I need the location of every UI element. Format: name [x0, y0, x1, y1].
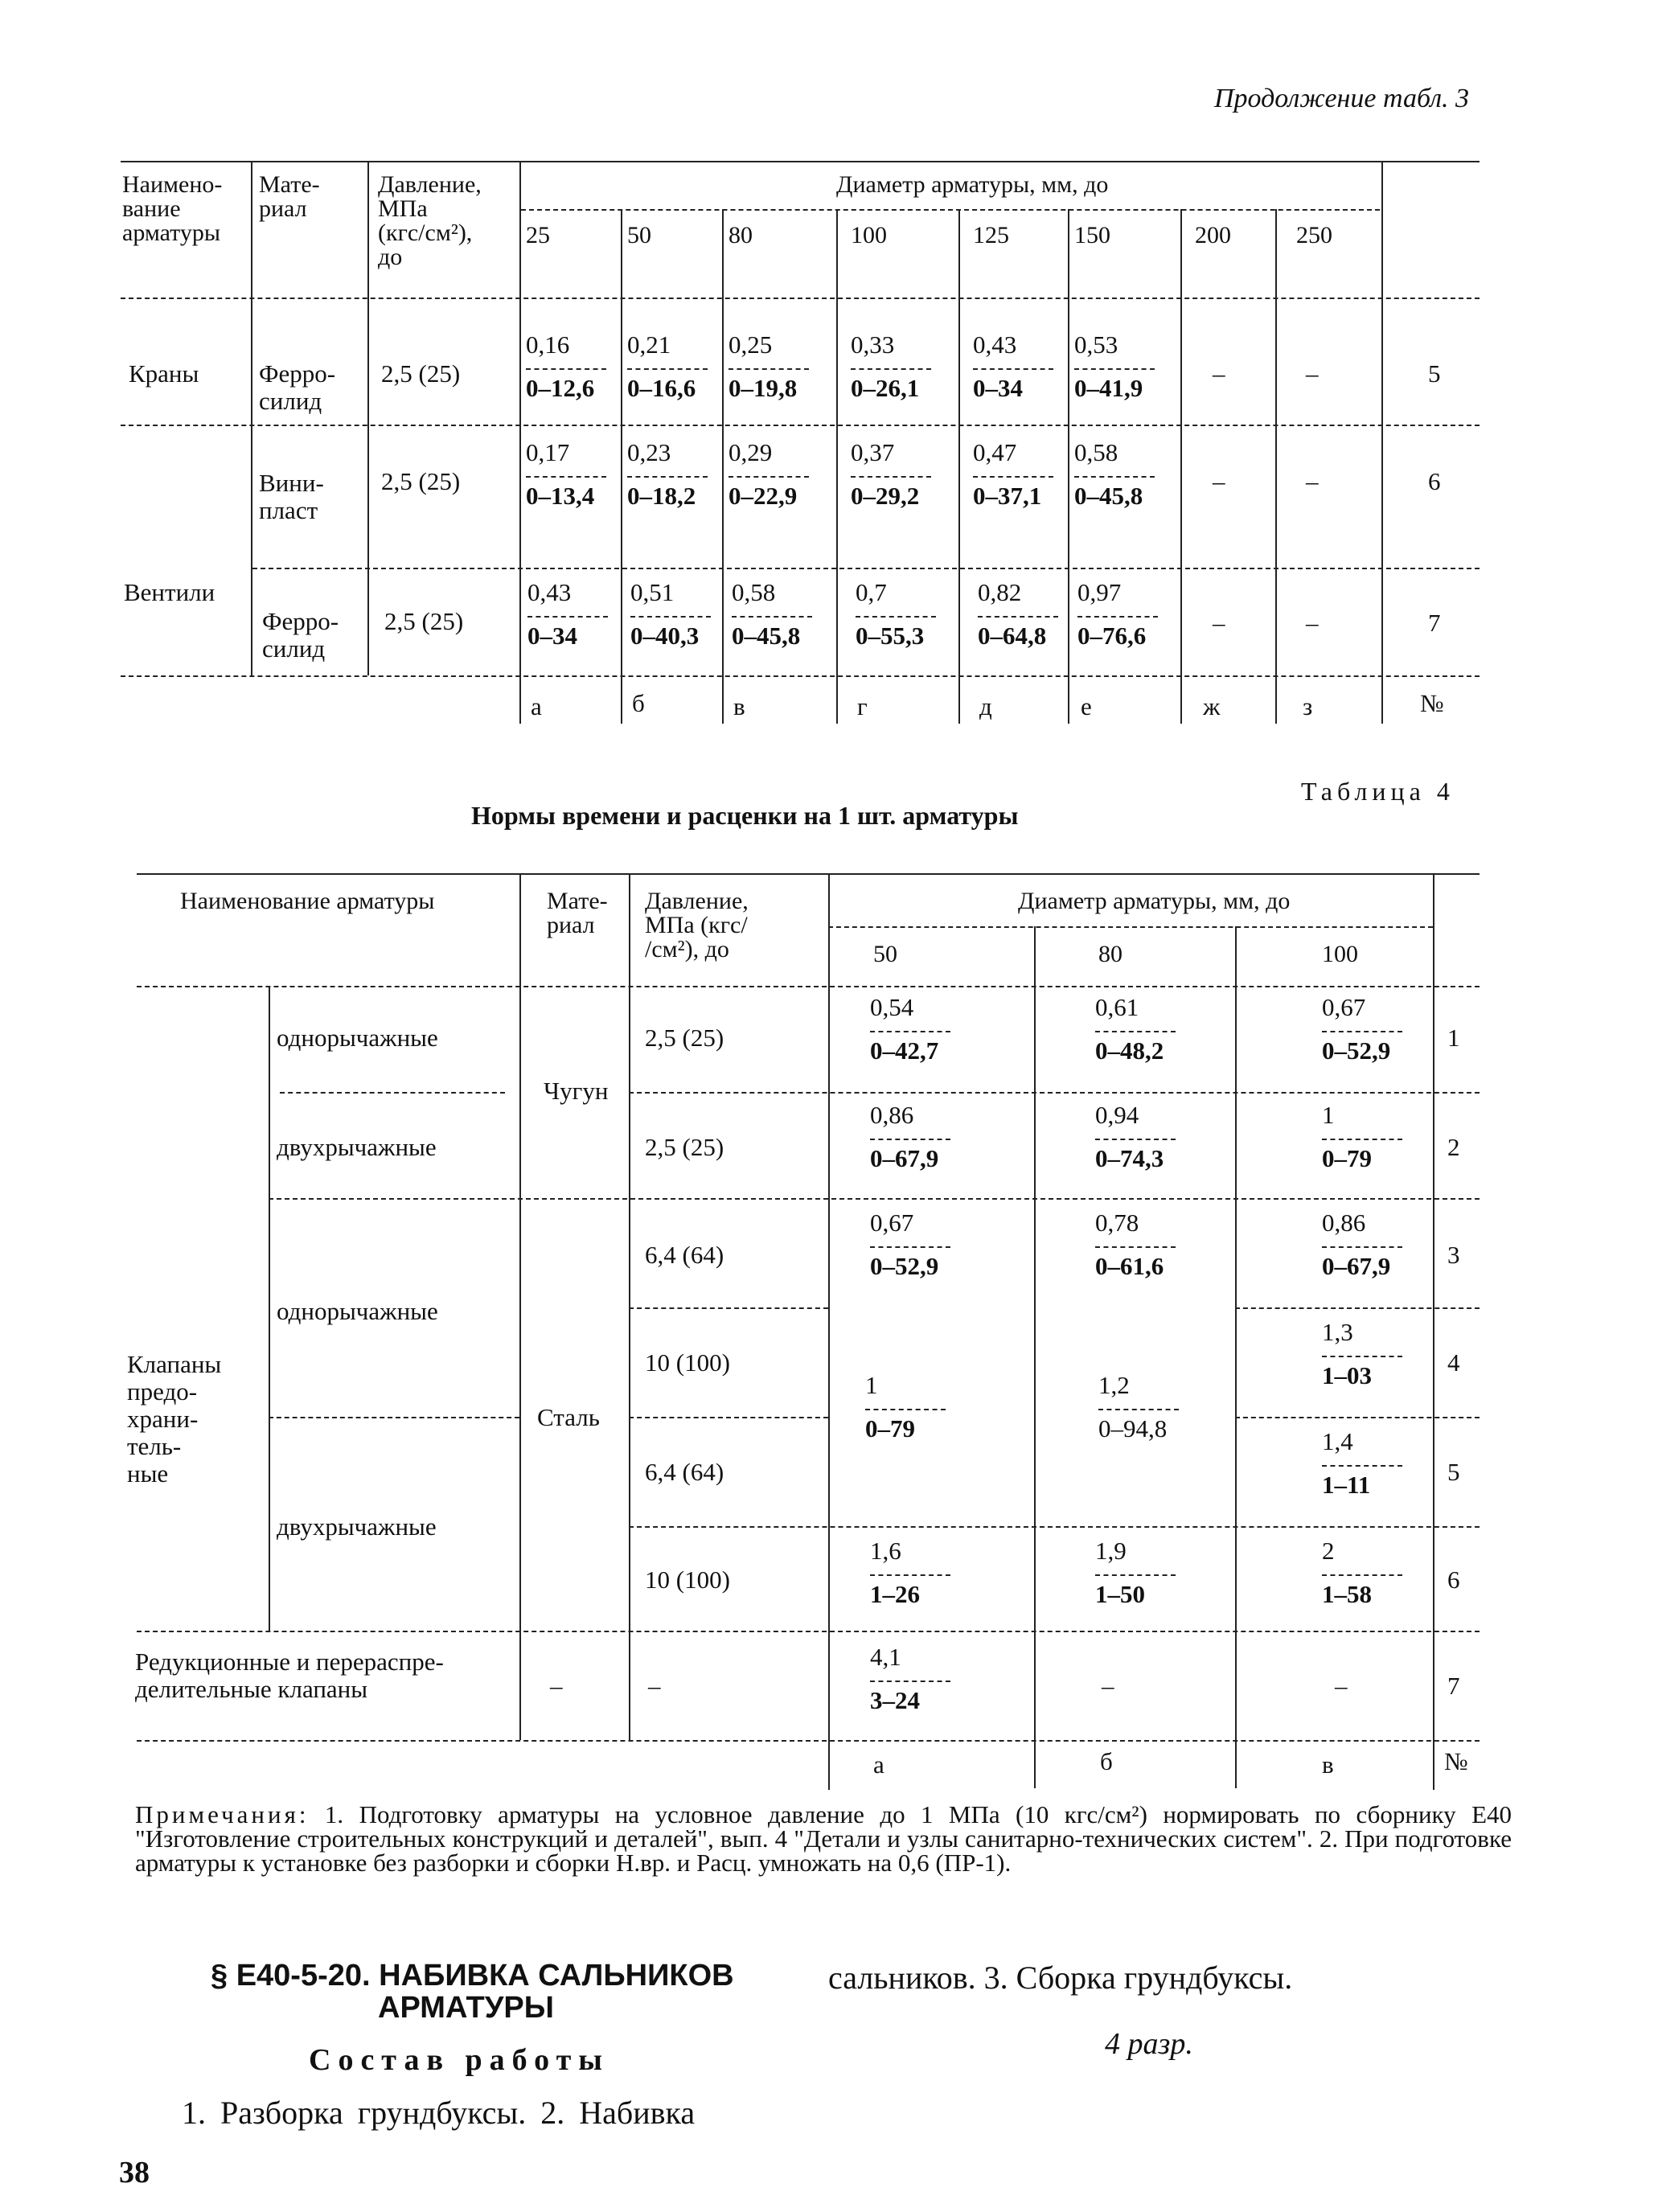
t4-group-name: Клапаны предо- храни- тель- ные [127, 1350, 222, 1488]
t4-r1-v100: 0,67 0–52,9 [1322, 994, 1402, 1065]
t4-r6-v100: 2 1–58 [1322, 1537, 1402, 1608]
t4-num-3: 3 [1447, 1241, 1460, 1269]
t4-material-steel: Сталь [537, 1403, 600, 1431]
t4-r1-v80: 0,61 0–48,2 [1095, 994, 1176, 1065]
t3-row6-material: Вини- пласт [259, 469, 324, 524]
t3-r7-v2: 0,58 0–45,8 [732, 579, 812, 650]
notes [135, 1800, 1512, 1877]
t3-r7-v1: 0,51 0–40,3 [630, 579, 711, 650]
t3-letter-e: е [1081, 692, 1092, 720]
t3-r5-v4: 0,43 0–34 [973, 331, 1053, 402]
t3-header-material: Мате- риал [259, 171, 320, 222]
t3-r5-v0: 0,16 0–12,6 [526, 331, 606, 402]
t3-letter-zh: ж [1203, 692, 1221, 720]
t4-r7-dash100: – [1335, 1672, 1348, 1700]
notes-label: Примечания: [135, 1800, 310, 1828]
t4-diam-50: 50 [873, 941, 897, 967]
t3-r5-v3: 0,33 0–26,1 [851, 331, 931, 402]
t3-row6-pressure: 2,5 (25) [381, 467, 461, 495]
t4-r6-v50: 1,6 1–26 [870, 1537, 950, 1608]
t3-r6-v5: 0,58 0–45,8 [1074, 439, 1155, 510]
t3-r6-v4: 0,47 0–37,1 [973, 439, 1053, 510]
t4-header-diameter: Диаметр арматуры, мм, до [1018, 888, 1291, 914]
t3-letter-b: б [632, 689, 645, 717]
t4-r3-v80: 0,78 0–61,6 [1095, 1209, 1176, 1280]
t3-letter-a: а [531, 692, 542, 720]
t4-diam-100: 100 [1322, 941, 1358, 967]
t4-diam-80: 80 [1098, 941, 1123, 967]
table4-title: Нормы времени и расценки на 1 шт. арматуры [471, 801, 1019, 830]
t3-r5-num: 5 [1428, 359, 1441, 388]
t4-num-4: 4 [1447, 1348, 1460, 1377]
t3-letter-z: з [1303, 692, 1313, 720]
t4-row7-pressure: – [648, 1672, 661, 1700]
t3-r6-dash250: – [1306, 467, 1319, 495]
t3-diam-125: 125 [973, 222, 1009, 248]
section-work-right: сальников. 3. Сборка грундбуксы. [828, 1960, 1293, 1996]
t4-r4-v50: 1 0–79 [865, 1372, 946, 1443]
t3-header-pressure: Давление, МПа (кгс/см²), до [378, 171, 482, 270]
t3-r7-v5: 0,97 0–76,6 [1077, 579, 1158, 650]
section-title-line1: § Е40-5-20. НАБИВКА САЛЬНИКОВ [211, 1959, 734, 1992]
t4-letter-b: б [1100, 1747, 1113, 1775]
t3-row7-name: Вентили [124, 578, 215, 606]
t4-letter-no: № [1444, 1747, 1468, 1775]
t3-letter-d: д [979, 692, 992, 720]
t4-r2-v100: 1 0–79 [1322, 1102, 1402, 1172]
notes-text: 1. Подготовку арматуры на условное давление до 1 МПа (10 кгс/см²) нормировать по сборнику Е40 "Изготовление строительных конструкций и деталей", вып. 4 "Детали и узлы санитарно-технических систем". 2. При подготовке арматуры к установке без разборки и сборки Н.вр. и Расц. умножать на 0,6 (ПР-1). [135, 1800, 1512, 1877]
t3-r5-dash200: – [1213, 359, 1225, 388]
t3-r6-v0: 0,17 0–13,4 [526, 439, 606, 510]
t3-r6-v2: 0,29 0–22,9 [728, 439, 809, 510]
table4-label: Таблица 4 [1301, 777, 1455, 806]
t4-r7-v50: 4,1 3–24 [870, 1644, 950, 1714]
page-number: 38 [119, 2156, 150, 2189]
t4-pressure-1: 2,5 (25) [645, 1024, 724, 1052]
t4-r3-v100: 0,86 0–67,9 [1322, 1209, 1402, 1280]
t3-diam-250: 250 [1296, 222, 1332, 248]
t4-sub-3: однорычажные [277, 1297, 438, 1325]
t4-r4-v80: 1,2 0–94,8 [1098, 1372, 1179, 1443]
t3-r7-dash200: – [1213, 609, 1225, 637]
t3-row5-name: Краны [129, 359, 199, 388]
t3-row7-pressure: 2,5 (25) [384, 607, 464, 635]
t4-sub-4: двухрычажные [277, 1512, 437, 1541]
t4-r7-dash80: – [1102, 1672, 1114, 1700]
t4-header-name: Наименование арматуры [180, 888, 435, 914]
page-header: Продолжение табл. 3 [1214, 84, 1470, 113]
t4-num-2: 2 [1447, 1133, 1460, 1161]
t4-letter-v: в [1322, 1750, 1334, 1779]
t4-r3-v50: 0,67 0–52,9 [870, 1209, 950, 1280]
t4-r5-v100: 1,4 1–11 [1322, 1428, 1402, 1499]
t3-diam-150: 150 [1074, 222, 1110, 248]
t4-pressure-2: 2,5 (25) [645, 1133, 724, 1161]
t4-r1-v50: 0,54 0–42,7 [870, 994, 950, 1065]
t4-row7-material: – [550, 1672, 563, 1700]
t3-diam-25: 25 [526, 222, 550, 248]
t4-pressure-6: 10 (100) [645, 1566, 730, 1594]
t3-r5-v5: 0,53 0–41,9 [1074, 331, 1155, 402]
t4-r4-v100: 1,3 1–03 [1322, 1319, 1402, 1389]
t4-num-7: 7 [1447, 1672, 1460, 1700]
t3-header-name: Наимено- вание арматуры [122, 171, 223, 246]
t3-r7-dash250: – [1306, 609, 1319, 637]
t4-sub-2: двухрычажные [277, 1133, 437, 1161]
t3-r7-v0: 0,43 0–34 [527, 579, 608, 650]
t4-header-material: Мате- риал [547, 888, 608, 938]
t4-num-5: 5 [1447, 1458, 1460, 1486]
t3-r7-v3: 0,7 0–55,3 [856, 579, 936, 650]
t3-r5-dash250: – [1306, 359, 1319, 388]
t3-header-diameter: Диаметр арматуры, мм, до [836, 171, 1109, 198]
t3-diam-200: 200 [1195, 222, 1231, 248]
t4-pressure-3: 6,4 (64) [645, 1241, 724, 1269]
section-grade: 4 разр. [1105, 2027, 1193, 2061]
t3-r5-v1: 0,21 0–16,6 [627, 331, 708, 402]
t3-r5-v2: 0,25 0–19,8 [728, 331, 809, 402]
t3-letter-v: в [733, 692, 745, 720]
t3-diam-80: 80 [728, 222, 753, 248]
t4-row7-name: Редукционные и перераспре- делительные клапаны [135, 1648, 444, 1703]
t4-material-cast-iron: Чугун [544, 1077, 609, 1105]
t3-letter-g: г [857, 692, 868, 720]
t4-r2-v80: 0,94 0–74,3 [1095, 1102, 1176, 1172]
t3-row5-pressure: 2,5 (25) [381, 359, 461, 388]
t3-diam-50: 50 [627, 222, 651, 248]
t4-sub-1: однорычажные [277, 1024, 438, 1052]
t4-header-pressure: Давление, МПа (кгс/ /см²), до [645, 888, 749, 962]
t3-row5-material: Ферро- силид [259, 359, 336, 415]
t4-pressure-5: 6,4 (64) [645, 1458, 724, 1486]
t3-r6-v3: 0,37 0–29,2 [851, 439, 931, 510]
section-work-left: 1. Разборка грундбуксы. 2. Набивка [182, 2095, 696, 2131]
t3-r7-num: 7 [1428, 609, 1441, 637]
t3-r6-num: 6 [1428, 467, 1441, 495]
t4-r2-v50: 0,86 0–67,9 [870, 1102, 950, 1172]
t3-r7-v4: 0,82 0–64,8 [978, 579, 1058, 650]
section-title-line2: АРМАТУРЫ [378, 1991, 554, 2025]
section-subtitle: Состав работы [309, 2043, 609, 2077]
t3-r6-v1: 0,23 0–18,2 [627, 439, 708, 510]
t4-pressure-4: 10 (100) [645, 1348, 730, 1377]
t3-letter-no: № [1420, 689, 1444, 717]
t4-letter-a: а [873, 1750, 884, 1779]
t3-diam-100: 100 [851, 222, 887, 248]
t4-r6-v80: 1,9 1–50 [1095, 1537, 1176, 1608]
t4-num-6: 6 [1447, 1566, 1460, 1594]
t4-num-1: 1 [1447, 1024, 1460, 1052]
t3-row7-material: Ферро- силид [262, 607, 339, 663]
t3-r6-dash200: – [1213, 467, 1225, 495]
